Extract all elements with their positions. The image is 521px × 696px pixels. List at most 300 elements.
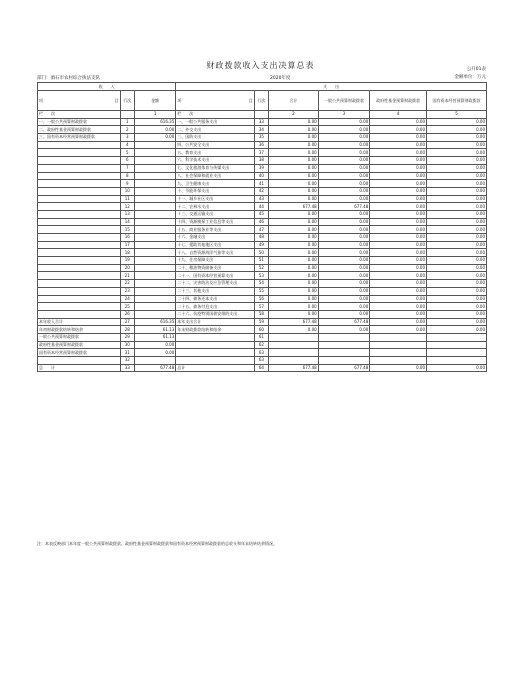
expense-total: 0.00 xyxy=(269,310,319,318)
expense-general-budget: 0.00 xyxy=(318,264,370,272)
expense-item-label: 二十、粮油物资储备支出 xyxy=(176,264,254,272)
expense-row-number: 40 xyxy=(254,172,268,180)
income-row-number: 13 xyxy=(120,210,134,218)
expense-general-budget: 0.00 xyxy=(318,164,370,172)
income-item-label xyxy=(38,187,121,195)
expense-item-label: 二、外交支出 xyxy=(176,126,254,134)
income-row-number: 2 xyxy=(120,126,134,134)
expense-row-number: 61 xyxy=(254,333,268,341)
expense-general-budget: 0.00 xyxy=(318,326,370,334)
expense-general-budget: 0.00 xyxy=(318,218,370,226)
expense-total: 0.00 xyxy=(269,241,319,249)
income-row-number: 25 xyxy=(120,303,134,311)
expense-fund-budget xyxy=(370,357,427,365)
column-index-4: 4 xyxy=(370,111,427,119)
expense-state-capital: 0.00 xyxy=(427,303,487,311)
income-amount xyxy=(134,249,175,257)
expense-state-capital: 0.00 xyxy=(427,203,487,211)
expense-total: 0.00 xyxy=(269,172,319,180)
expense-total: 0.00 xyxy=(269,303,319,311)
expense-row-number: 55 xyxy=(254,287,268,295)
expense-state-capital: 0.00 xyxy=(427,195,487,203)
expense-total: 677.48 xyxy=(269,364,319,372)
expense-fund-budget: 0.00 xyxy=(370,287,427,295)
income-item-label xyxy=(38,303,121,311)
expense-general-budget: 0.00 xyxy=(318,118,370,126)
expense-state-capital: 0.00 xyxy=(427,218,487,226)
income-row-number: 15 xyxy=(120,226,134,234)
income-amount xyxy=(134,257,175,265)
expense-fund-budget: 0.00 xyxy=(370,118,427,126)
expense-item-label: 十六、金融支出 xyxy=(176,234,254,242)
expense-state-capital: 0.00 xyxy=(427,241,487,249)
income-item-label xyxy=(38,226,121,234)
expense-fund-budget: 0.00 xyxy=(370,164,427,172)
expense-row-number: 64 xyxy=(254,364,268,372)
table-row xyxy=(38,180,487,188)
expense-fund-budget: 0.00 xyxy=(370,187,427,195)
expense-fund-budget xyxy=(370,349,427,357)
column-index-2: 2 xyxy=(269,111,319,119)
expense-total: 0.00 xyxy=(269,287,319,295)
income-item-label xyxy=(38,210,121,218)
expense-total: 0.00 xyxy=(269,149,319,157)
income-item-label xyxy=(38,172,121,180)
income-row-number: 3 xyxy=(120,134,134,142)
income-item-label xyxy=(38,149,121,157)
expense-state-capital: 0.00 xyxy=(427,187,487,195)
table-row xyxy=(38,326,487,334)
income-item-label xyxy=(38,280,121,288)
expense-item-label: 十三、交通运输支出 xyxy=(176,210,254,218)
expense-total: 0.00 xyxy=(269,157,319,165)
income-item-label xyxy=(38,272,121,280)
table-row xyxy=(38,134,487,142)
expense-state-capital: 0.00 xyxy=(427,272,487,280)
income-amount xyxy=(134,210,175,218)
expense-item-label: 八、社会保障和就业支出 xyxy=(176,172,254,180)
table-row xyxy=(38,149,487,157)
table-code: 公开01表 xyxy=(466,67,486,72)
table-row xyxy=(38,318,487,326)
income-amount: 677.48 xyxy=(134,364,175,372)
expense-general-budget: 0.00 xyxy=(318,241,370,249)
income-row-number: 18 xyxy=(120,249,134,257)
expense-item-label: 九、卫生健康支出 xyxy=(176,180,254,188)
income-item-label xyxy=(38,241,121,249)
income-item-label xyxy=(38,218,121,226)
table-row xyxy=(38,249,487,257)
income-row-number: 19 xyxy=(120,257,134,265)
income-amount xyxy=(134,218,175,226)
expense-row-number: 60 xyxy=(254,326,268,334)
column-index-5: 5 xyxy=(427,111,487,119)
expense-item-label xyxy=(176,357,254,365)
expense-total xyxy=(269,349,319,357)
organization-label: 部门：酒石市农村综合执法支队 xyxy=(37,76,100,81)
expense-general-budget: 0.00 xyxy=(318,295,370,303)
expense-item-label: 五、教育支出 xyxy=(176,149,254,157)
expense-item-label: 二十四、债务还本支出 xyxy=(176,295,254,303)
expense-state-capital xyxy=(427,349,487,357)
income-item-label xyxy=(38,203,121,211)
expense-fund-budget: 0.00 xyxy=(370,126,427,134)
expense-item-label: 一、一般公共服务支出 xyxy=(176,118,254,126)
income-row-number: 31 xyxy=(120,349,134,357)
expense-item-label: 十一、城乡社区支出 xyxy=(176,195,254,203)
income-amount: 61.13 xyxy=(134,333,175,341)
expense-row-number: 41 xyxy=(254,180,268,188)
expense-total: 0.00 xyxy=(269,210,319,218)
table-row xyxy=(38,241,487,249)
table-header-row xyxy=(38,83,487,91)
expense-total: 0.00 xyxy=(269,118,319,126)
income-amount xyxy=(134,287,175,295)
expense-item-label: 六、科学技术支出 xyxy=(176,157,254,165)
budget-table xyxy=(37,82,487,372)
table-row xyxy=(38,287,487,295)
table-row xyxy=(38,349,487,357)
income-amount xyxy=(134,295,175,303)
expense-rowno-header: 行次 xyxy=(254,91,268,111)
income-row-number: 7 xyxy=(120,164,134,172)
income-item-label: 本年收入合计 xyxy=(38,318,121,326)
income-item-label xyxy=(38,310,121,318)
expense-total: 0.00 xyxy=(269,257,319,265)
expense-row-number: 52 xyxy=(254,264,268,272)
expense-row-number: 35 xyxy=(254,134,268,142)
table-subheader-row xyxy=(38,91,487,111)
expense-state-capital: 0.00 xyxy=(427,326,487,334)
income-item-label xyxy=(38,164,121,172)
column-index-row xyxy=(38,111,487,119)
expense-fund-budget: 0.00 xyxy=(370,203,427,211)
table-row xyxy=(38,310,487,318)
income-amount xyxy=(134,357,175,365)
expense-total: 0.00 xyxy=(269,164,319,172)
expense-fund-budget: 0.00 xyxy=(370,303,427,311)
expense-total: 0.00 xyxy=(269,234,319,242)
income-item-label: 年初财政拨款结转和结余 xyxy=(38,326,121,334)
expense-general-budget: 0.00 xyxy=(318,157,370,165)
expense-fund-budget: 0.00 xyxy=(370,134,427,142)
expense-column-index-label: 栏 次 xyxy=(176,111,254,119)
expense-state-capital: 0.00 xyxy=(427,180,487,188)
table-row xyxy=(38,172,487,180)
expense-general-budget: 0.00 xyxy=(318,187,370,195)
expense-general-budget xyxy=(318,349,370,357)
expense-fund-budget: 0.00 xyxy=(370,272,427,280)
table-row xyxy=(38,187,487,195)
expense-row-number: 36 xyxy=(254,141,268,149)
income-item-label xyxy=(38,141,121,149)
expense-total: 0.00 xyxy=(269,141,319,149)
income-row-number: 14 xyxy=(120,218,134,226)
income-row-number: 27 xyxy=(120,318,134,326)
expense-item-label: 二十一、国有资本经营预算支出 xyxy=(176,272,254,280)
expense-total: 0.00 xyxy=(269,218,319,226)
table-row xyxy=(38,357,487,365)
expense-general-budget: 0.00 xyxy=(318,257,370,265)
expense-fund-budget: 0.00 xyxy=(370,172,427,180)
table-row xyxy=(38,226,487,234)
expense-fund-budget: 0.00 xyxy=(370,195,427,203)
income-item-label: 一般公共预算财政拨款 xyxy=(38,333,121,341)
expense-row-number: 58 xyxy=(254,310,268,318)
expense-item-label: 总计 xyxy=(176,364,254,372)
expense-state-capital: 0.00 xyxy=(427,257,487,265)
total-header: 合计 xyxy=(269,91,319,111)
income-item-label: 国有资本经营预算财政拨款 xyxy=(38,349,121,357)
expense-row-number: 49 xyxy=(254,241,268,249)
income-amount: 616.35 xyxy=(134,118,175,126)
expense-general-budget: 0.00 xyxy=(318,310,370,318)
expense-state-capital: 0.00 xyxy=(427,280,487,288)
expense-general-budget: 0.00 xyxy=(318,226,370,234)
expense-general-budget: 0.00 xyxy=(318,172,370,180)
expense-state-capital: 0.00 xyxy=(427,126,487,134)
expense-total: 0.00 xyxy=(269,280,319,288)
table-row xyxy=(38,218,487,226)
table-row xyxy=(38,157,487,165)
income-row-number: 6 xyxy=(120,157,134,165)
expense-row-number: 33 xyxy=(254,118,268,126)
expense-fund-budget xyxy=(370,333,427,341)
expense-row-number: 39 xyxy=(254,164,268,172)
income-row-number: 22 xyxy=(120,280,134,288)
expense-general-budget: 0.00 xyxy=(318,141,370,149)
expense-fund-budget: 0.00 xyxy=(370,326,427,334)
expense-row-number: 48 xyxy=(254,234,268,242)
table-row xyxy=(38,295,487,303)
income-amount xyxy=(134,310,175,318)
income-row-number: 21 xyxy=(120,272,134,280)
expense-state-capital: 0.00 xyxy=(427,287,487,295)
expense-fund-budget: 0.00 xyxy=(370,364,427,372)
expense-item-label xyxy=(176,333,254,341)
expense-item-label: 年末财政拨款结转和结余 xyxy=(176,326,254,334)
expense-fund-budget: 0.00 xyxy=(370,257,427,265)
income-row-number: 17 xyxy=(120,241,134,249)
expense-general-budget: 677.48 xyxy=(318,203,370,211)
expense-row-number: 34 xyxy=(254,126,268,134)
income-amount xyxy=(134,226,175,234)
income-row-number: 29 xyxy=(120,333,134,341)
fiscal-year: 2020年度 xyxy=(270,76,291,81)
income-row-number: 9 xyxy=(120,180,134,188)
expense-row-number: 63 xyxy=(254,349,268,357)
expense-general-budget: 0.00 xyxy=(318,126,370,134)
income-item-label xyxy=(38,249,121,257)
income-row-number: 16 xyxy=(120,234,134,242)
expense-state-capital: 0.00 xyxy=(427,364,487,372)
expense-fund-budget: 0.00 xyxy=(370,149,427,157)
expense-state-capital: 0.00 xyxy=(427,164,487,172)
income-row-number: 26 xyxy=(120,310,134,318)
expense-item-label xyxy=(176,341,254,349)
expense-total: 0.00 xyxy=(269,295,319,303)
expense-row-number: 59 xyxy=(254,318,268,326)
table-footnote: 注：本表反映部门本年度一般公共预算财政拨款、政府性基金预算财政拨款和国有资本经营预算财政拨款的总收支和年末结转结余情况。 xyxy=(37,541,277,546)
expense-row-number: 44 xyxy=(254,203,268,211)
column-index-3: 3 xyxy=(318,111,370,119)
income-item-label xyxy=(38,295,121,303)
expense-fund-budget: 0.00 xyxy=(370,234,427,242)
expense-item-label: 十、节能环保支出 xyxy=(176,187,254,195)
income-row-number: 12 xyxy=(120,203,134,211)
expense-item-label: 十七、援助其他地区支出 xyxy=(176,241,254,249)
expense-row-number: 42 xyxy=(254,187,268,195)
income-amount xyxy=(134,203,175,211)
income-amount xyxy=(134,180,175,188)
income-amount xyxy=(134,241,175,249)
expense-general-budget: 0.00 xyxy=(318,287,370,295)
expense-state-capital: 0.00 xyxy=(427,295,487,303)
income-item-label xyxy=(38,157,121,165)
expense-fund-budget: 0.00 xyxy=(370,210,427,218)
table-row xyxy=(38,257,487,265)
income-item-label xyxy=(38,257,121,265)
expense-item-label xyxy=(176,349,254,357)
table-row xyxy=(38,303,487,311)
table-row xyxy=(38,203,487,211)
income-amount xyxy=(134,234,175,242)
expense-item-label: 十九、住房保障支出 xyxy=(176,257,254,265)
expense-item-label: 四、公共安全支出 xyxy=(176,141,254,149)
expense-state-capital: 0.00 xyxy=(427,210,487,218)
expense-row-number: 47 xyxy=(254,226,268,234)
expense-item-label: 十四、资源勘探工业信息等支出 xyxy=(176,218,254,226)
expense-item-label: 三、国防支出 xyxy=(176,134,254,142)
income-item-label xyxy=(38,264,121,272)
expense-fund-budget: 0.00 xyxy=(370,318,427,326)
expense-state-capital xyxy=(427,341,487,349)
expense-total: 0.00 xyxy=(269,180,319,188)
expense-general-budget xyxy=(318,357,370,365)
income-amount xyxy=(134,164,175,172)
income-item-label: 政府性基金预算财政拨款 xyxy=(38,341,121,349)
table-row xyxy=(38,264,487,272)
expense-fund-budget: 0.00 xyxy=(370,218,427,226)
table-row xyxy=(38,195,487,203)
income-amount: 616.35 xyxy=(134,318,175,326)
expense-fund-budget: 0.00 xyxy=(370,157,427,165)
state-capital-header: 国有资本经营预算财政拨款 xyxy=(427,91,487,111)
income-amount: 0.00 xyxy=(134,349,175,357)
expense-state-capital: 0.00 xyxy=(427,310,487,318)
expense-total xyxy=(269,341,319,349)
table-row xyxy=(38,272,487,280)
table-row xyxy=(38,126,487,134)
income-item-label xyxy=(38,287,121,295)
expense-total: 0.00 xyxy=(269,272,319,280)
expense-total xyxy=(269,357,319,365)
income-amount xyxy=(134,172,175,180)
expense-general-budget xyxy=(318,341,370,349)
expense-general-budget: 0.00 xyxy=(318,303,370,311)
expense-fund-budget: 0.00 xyxy=(370,295,427,303)
expense-state-capital: 0.00 xyxy=(427,157,487,165)
income-amount xyxy=(134,195,175,203)
expense-general-budget: 0.00 xyxy=(318,272,370,280)
income-row-number: 10 xyxy=(120,187,134,195)
general-budget-header: 一般公共预算财政拨款 xyxy=(318,91,370,111)
expense-total: 0.00 xyxy=(269,264,319,272)
income-item-label xyxy=(38,357,121,365)
expense-state-capital: 0.00 xyxy=(427,118,487,126)
expense-state-capital: 0.00 xyxy=(427,264,487,272)
expense-row-number: 56 xyxy=(254,295,268,303)
expense-row-number: 37 xyxy=(254,149,268,157)
income-rowno-header: 行次 xyxy=(120,91,134,111)
expense-general-budget: 677.48 xyxy=(318,318,370,326)
table-row xyxy=(38,333,487,341)
expense-row-number: 53 xyxy=(254,272,268,280)
table-row xyxy=(38,280,487,288)
expense-row-number: 46 xyxy=(254,218,268,226)
income-amount xyxy=(134,187,175,195)
expense-state-capital xyxy=(427,357,487,365)
expense-general-budget xyxy=(318,333,370,341)
expense-item-label: 二十二、灾害防治及应急管理支出 xyxy=(176,280,254,288)
expense-state-capital: 0.00 xyxy=(427,226,487,234)
expense-total: 0.00 xyxy=(269,134,319,142)
income-amount xyxy=(134,149,175,157)
expense-total: 0.00 xyxy=(269,326,319,334)
expense-row-number: 63 xyxy=(254,357,268,365)
expense-item-label: 本年支出合计 xyxy=(176,318,254,326)
income-amount: 0.00 xyxy=(134,126,175,134)
table-row xyxy=(38,364,487,372)
income-item-label: 一、一般公共预算财政拨款 xyxy=(38,118,121,126)
expense-total: 0.00 xyxy=(269,195,319,203)
expense-row-number: 62 xyxy=(254,341,268,349)
table-row xyxy=(38,118,487,126)
expense-item-label: 二十三、其他支出 xyxy=(176,287,254,295)
income-row-number: 32 xyxy=(120,357,134,365)
expense-general-budget: 0.00 xyxy=(318,149,370,157)
expense-row-number: 57 xyxy=(254,303,268,311)
income-item-label: 三、国有资本经营预算财政拨款 xyxy=(38,134,121,142)
income-row-number: 30 xyxy=(120,341,134,349)
expense-fund-budget: 0.00 xyxy=(370,180,427,188)
income-item-label xyxy=(38,195,121,203)
expense-item-label: 十五、商业服务业等支出 xyxy=(176,226,254,234)
income-amount xyxy=(134,157,175,165)
expense-state-capital: 0.00 xyxy=(427,234,487,242)
income-amount xyxy=(134,303,175,311)
income-row-number: 5 xyxy=(120,149,134,157)
expense-total: 0.00 xyxy=(269,126,319,134)
expense-row-number: 54 xyxy=(254,280,268,288)
income-row-number: 24 xyxy=(120,295,134,303)
income-row-number: 28 xyxy=(120,326,134,334)
expense-general-budget: 0.00 xyxy=(318,134,370,142)
income-amount: 61.13 xyxy=(134,326,175,334)
income-row-number: 11 xyxy=(120,195,134,203)
expense-fund-budget: 0.00 xyxy=(370,241,427,249)
income-row-number: 4 xyxy=(120,141,134,149)
expense-total: 677.48 xyxy=(269,203,319,211)
expense-row-number: 45 xyxy=(254,210,268,218)
expense-total: 0.00 xyxy=(269,187,319,195)
expense-general-budget: 0.00 xyxy=(318,180,370,188)
income-row-number: 8 xyxy=(120,172,134,180)
expense-item-header: 项 目 xyxy=(176,91,254,111)
expense-fund-budget: 0.00 xyxy=(370,249,427,257)
income-amount-header: 金额 xyxy=(134,91,175,111)
expense-state-capital: 0.00 xyxy=(427,149,487,157)
